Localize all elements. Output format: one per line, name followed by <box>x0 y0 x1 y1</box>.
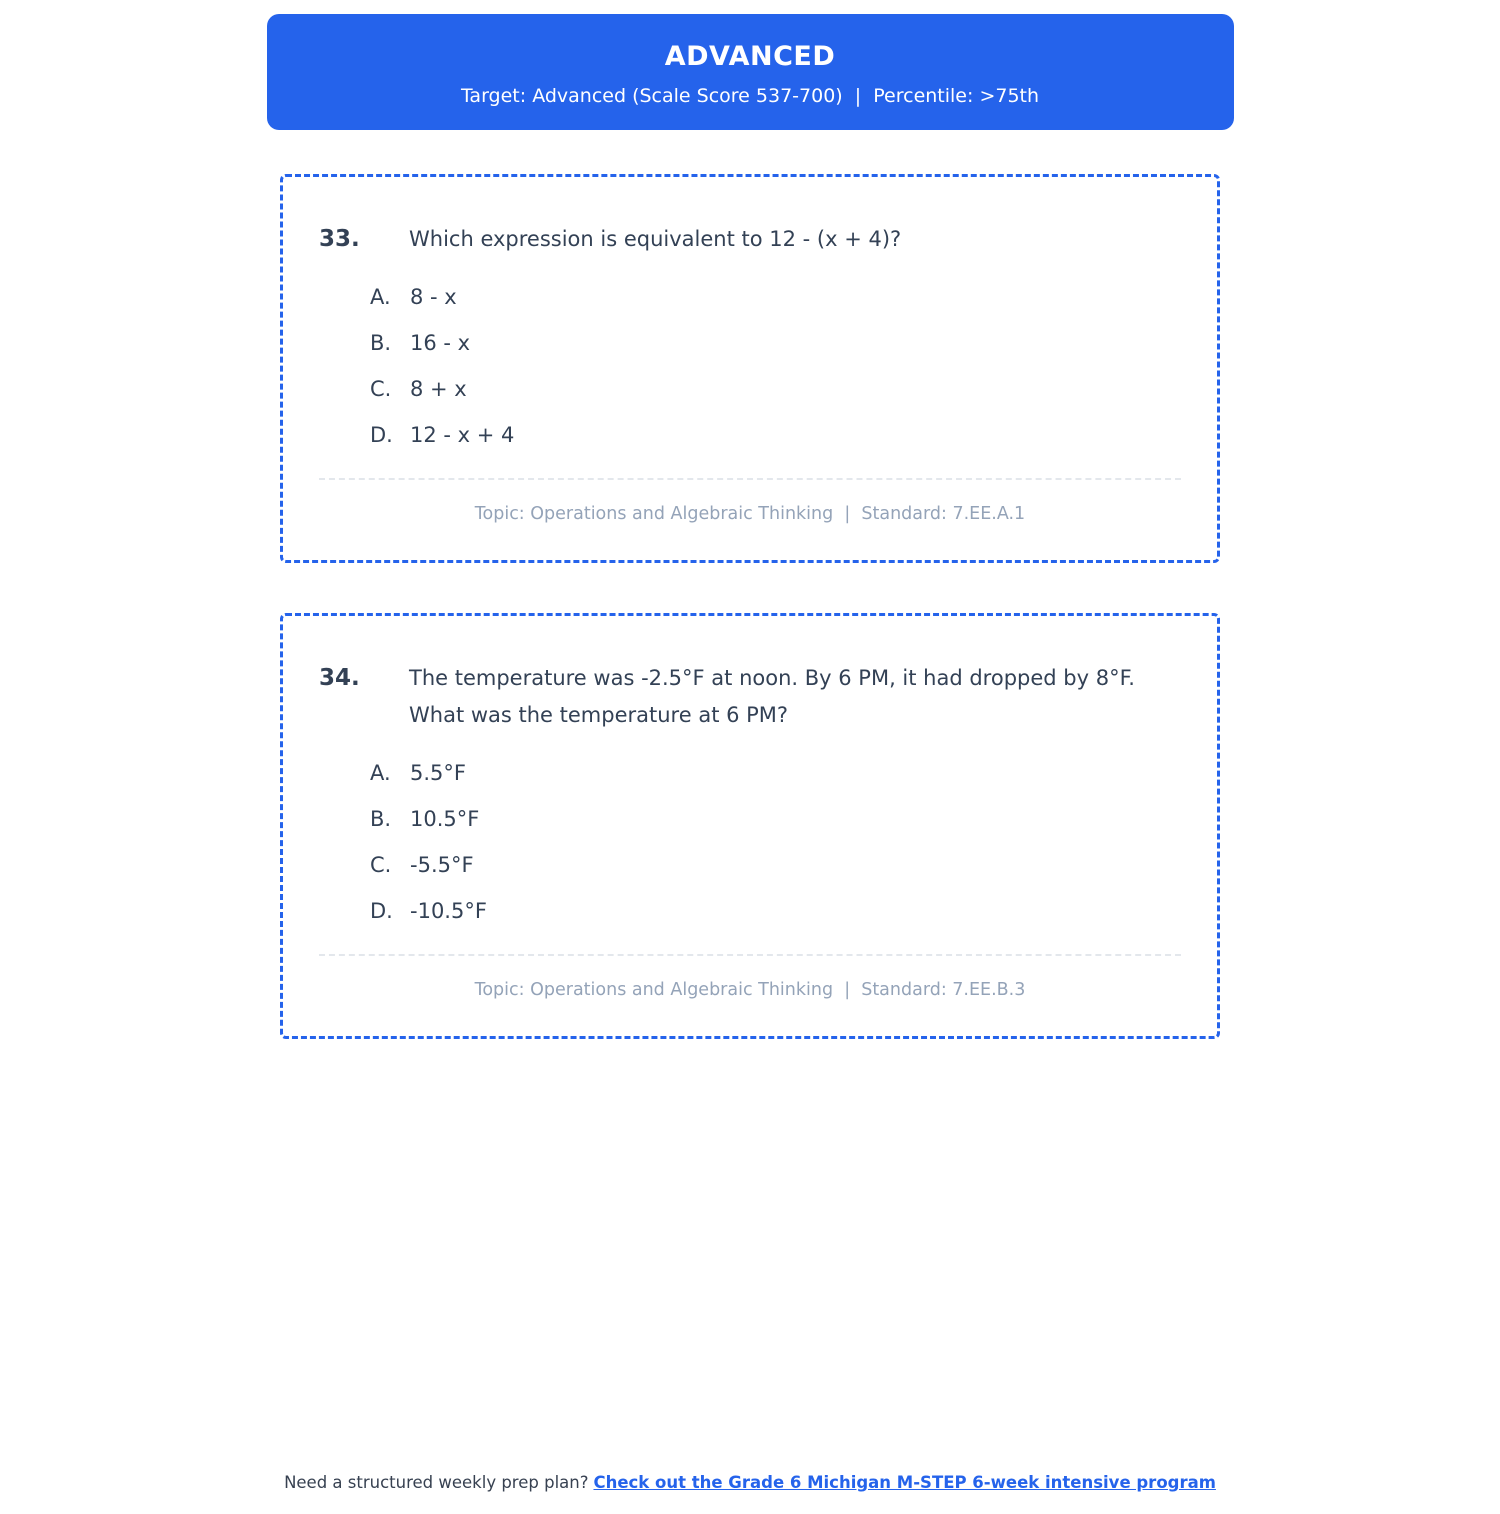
options-list <box>370 282 1181 450</box>
option-a <box>370 758 1181 788</box>
option-text: -5.5°F <box>410 853 474 877</box>
option-d <box>370 896 1181 926</box>
option-letter: C. <box>370 853 392 877</box>
option-letter: D. <box>370 423 393 447</box>
meta-divider <box>319 478 1181 480</box>
page-footer <box>0 1473 1500 1492</box>
option-b <box>370 328 1181 358</box>
option-letter: A. <box>370 285 391 309</box>
option-letter: B. <box>370 331 392 355</box>
question-row <box>319 221 1181 258</box>
option-c <box>370 850 1181 880</box>
option-text: 16 - x <box>410 331 471 355</box>
question-number: 34. <box>319 665 360 691</box>
question-number: 33. <box>319 226 360 252</box>
question-meta: Topic: Operations and Algebraic Thinking | Standard: 7.EE.B.3 <box>474 980 1026 1000</box>
option-text: -10.5°F <box>410 899 487 923</box>
option-b <box>370 804 1181 834</box>
option-letter: B. <box>370 807 392 831</box>
option-letter: A. <box>370 761 391 785</box>
option-text: 12 - x + 4 <box>410 423 515 447</box>
option-c <box>370 374 1181 404</box>
option-text: 8 + x <box>410 377 467 401</box>
question-card-33 <box>280 174 1220 563</box>
question-text: The temperature was -2.5°F at noon. By 6 PM, it had dropped by 8°F. What was the temperature at 6 PM? <box>409 666 1135 727</box>
option-text: 10.5°F <box>410 807 480 831</box>
worksheet-page <box>0 14 1500 1492</box>
question-card-34 <box>280 613 1220 1039</box>
footer-prompt: Need a structured weekly prep plan? <box>284 1473 589 1492</box>
option-text: 8 - x <box>410 285 457 309</box>
level-subtitle: Target: Advanced (Scale Score 537-700) | Percentile: >75th <box>460 85 1040 107</box>
options-list <box>370 758 1181 926</box>
option-letter: D. <box>370 899 393 923</box>
footer-program-link[interactable]: Check out the Grade 6 Michigan M-STEP 6-week intensive program <box>593 1473 1216 1492</box>
option-text: 5.5°F <box>410 761 466 785</box>
question-text: Which expression is equivalent to 12 - (x + 4)? <box>409 227 902 251</box>
question-row <box>319 660 1181 734</box>
level-banner <box>267 14 1234 130</box>
option-d <box>370 420 1181 450</box>
option-letter: C. <box>370 377 392 401</box>
meta-divider <box>319 954 1181 956</box>
level-title: ADVANCED <box>664 41 836 72</box>
question-meta: Topic: Operations and Algebraic Thinking | Standard: 7.EE.A.1 <box>474 504 1026 524</box>
option-a <box>370 282 1181 312</box>
